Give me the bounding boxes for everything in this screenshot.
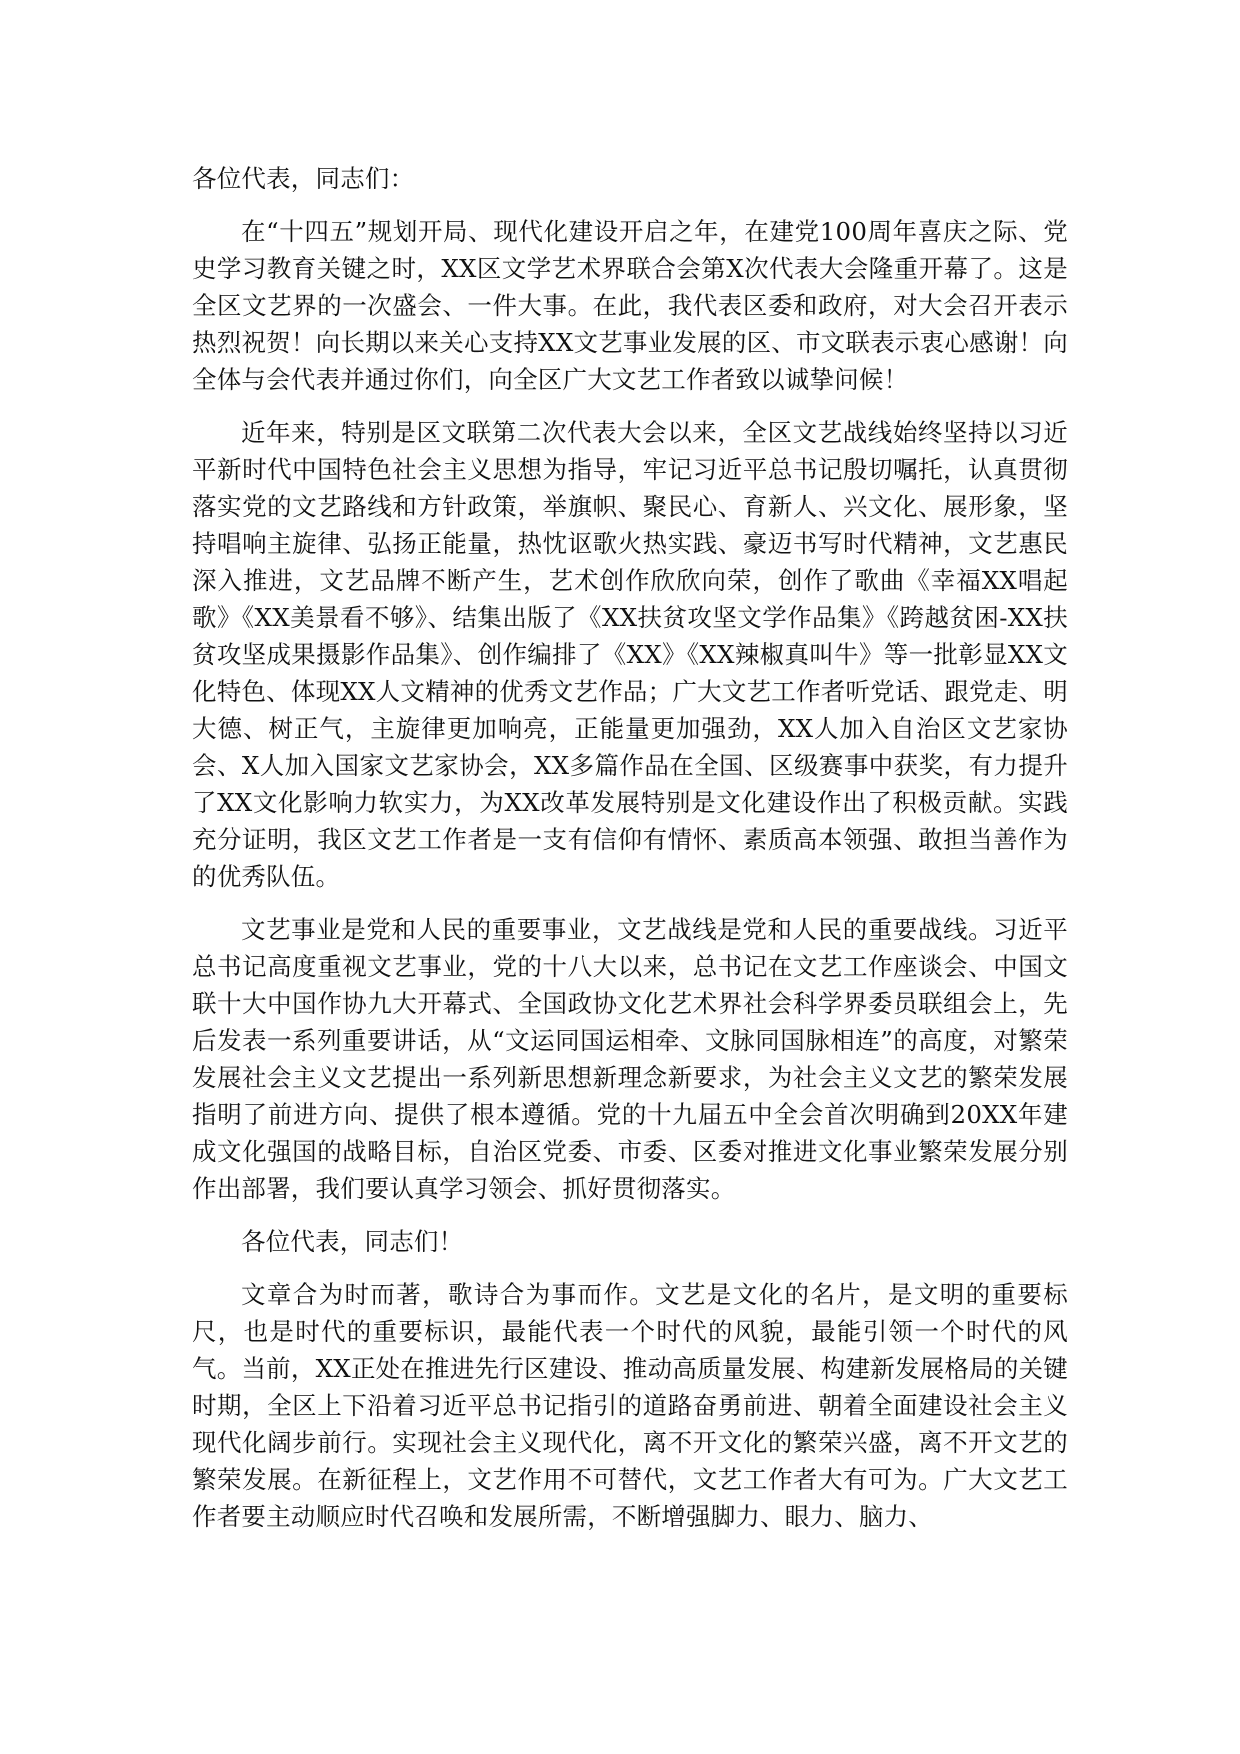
repeat-salutation: 各位代表，同志们！ — [241, 1227, 464, 1256]
salutation: 各位代表，同志们： — [192, 164, 415, 193]
significance-paragraph: 文艺事业是党和人民的重要事业，文艺战线是党和人民的重要战线。习近平总书记高度重视文艺事业，党的十八大以来，总书记在文艺工作座谈会、中国文联十大中国作协九大开幕式、全国政协文化艺术界社会科学界委员联组会上，先后发表一系列重要讲话，从“文运同国运相牵、文脉同国脉相连”的高度，对繁荣发展社会主义文艺提出一系列新思想新理念新要求，为社会主义文艺的繁荣发展指明了前进方向、提供了根本遵循。党的十九届五中全会首次明确到20XX年建成文化强国的战略目标，自治区党委、市委、区委对推进文化事业繁荣发展分别作出部署，我们要认真学习领会、抓好贯彻落实。 — [192, 915, 1068, 1203]
document-page — [192, 160, 1068, 1535]
closing-paragraph: 文章合为时而著，歌诗合为事而作。文艺是文化的名片，是文明的重要标尺，也是时代的重要标识，最能代表一个时代的风貌，最能引领一个时代的风气。当前，XX正处在推进先行区建设、推动高质量发展、构建新发展格局的关键时期，全区上下沿着习近平总书记指引的道路奋勇前进、朝着全面建设社会主义现代化阔步前行。实现社会主义现代化，离不开文化的繁荣兴盛，离不开文艺的繁荣发展。在新征程上，文艺作用不可替代，文艺工作者大有可为。广大文艺工作者要主动顺应时代召唤和发展所需，不断增强脚力、眼力、脑力、 — [192, 1280, 1068, 1531]
opening-paragraph: 在“十四五”规划开局、现代化建设开启之年，在建党100周年喜庆之际、党史学习教育关键之时，XX区文学艺术界联合会第X次代表大会隆重开幕了。这是全区文艺界的一次盛会、一件大事。在此，我代表区委和政府，对大会召开表示热烈祝贺！向长期以来关心支持XX文艺事业发展的区、市文联表示衷心感谢！向全体与会代表并通过你们，向全区广大文艺工作者致以诚挚问候！ — [192, 217, 1068, 394]
achievements-paragraph: 近年来，特别是区文联第二次代表大会以来，全区文艺战线始终坚持以习近平新时代中国特色社会主义思想为指导，牢记习近平总书记殷切嘱托，认真贯彻落实党的文艺路线和方针政策，举旗帜、聚民心、育新人、兴文化、展形象，坚持唱响主旋律、弘扬正能量，热忱讴歌火热实践、豪迈书写时代精神，文艺惠民深入推进，文艺品牌不断产生，艺术创作欣欣向荣，创作了歌曲《幸福XX唱起歌》《XX美景看不够》、结集出版了《XX扶贫攻坚文学作品集》《跨越贫困-XX扶贫攻坚成果摄影作品集》、创作编排了《XX》《XX辣椒真叫牛》等一批彰显XX文化特色、体现XX人文精神的优秀文艺作品；广大文艺工作者听党话、跟党走、明大德、树正气，主旋律更加响亮，正能量更加强劲，XX人加入自治区文艺家协会、X人加入国家文艺家协会，XX多篇作品在全国、区级赛事中获奖，有力提升了XX文化影响力软实力，为XX改革发展特别是文化建设作出了积极贡献。实践充分证明，我区文艺工作者是一支有信仰有情怀、素质高本领强、敢担当善作为的优秀队伍。 — [192, 418, 1068, 891]
